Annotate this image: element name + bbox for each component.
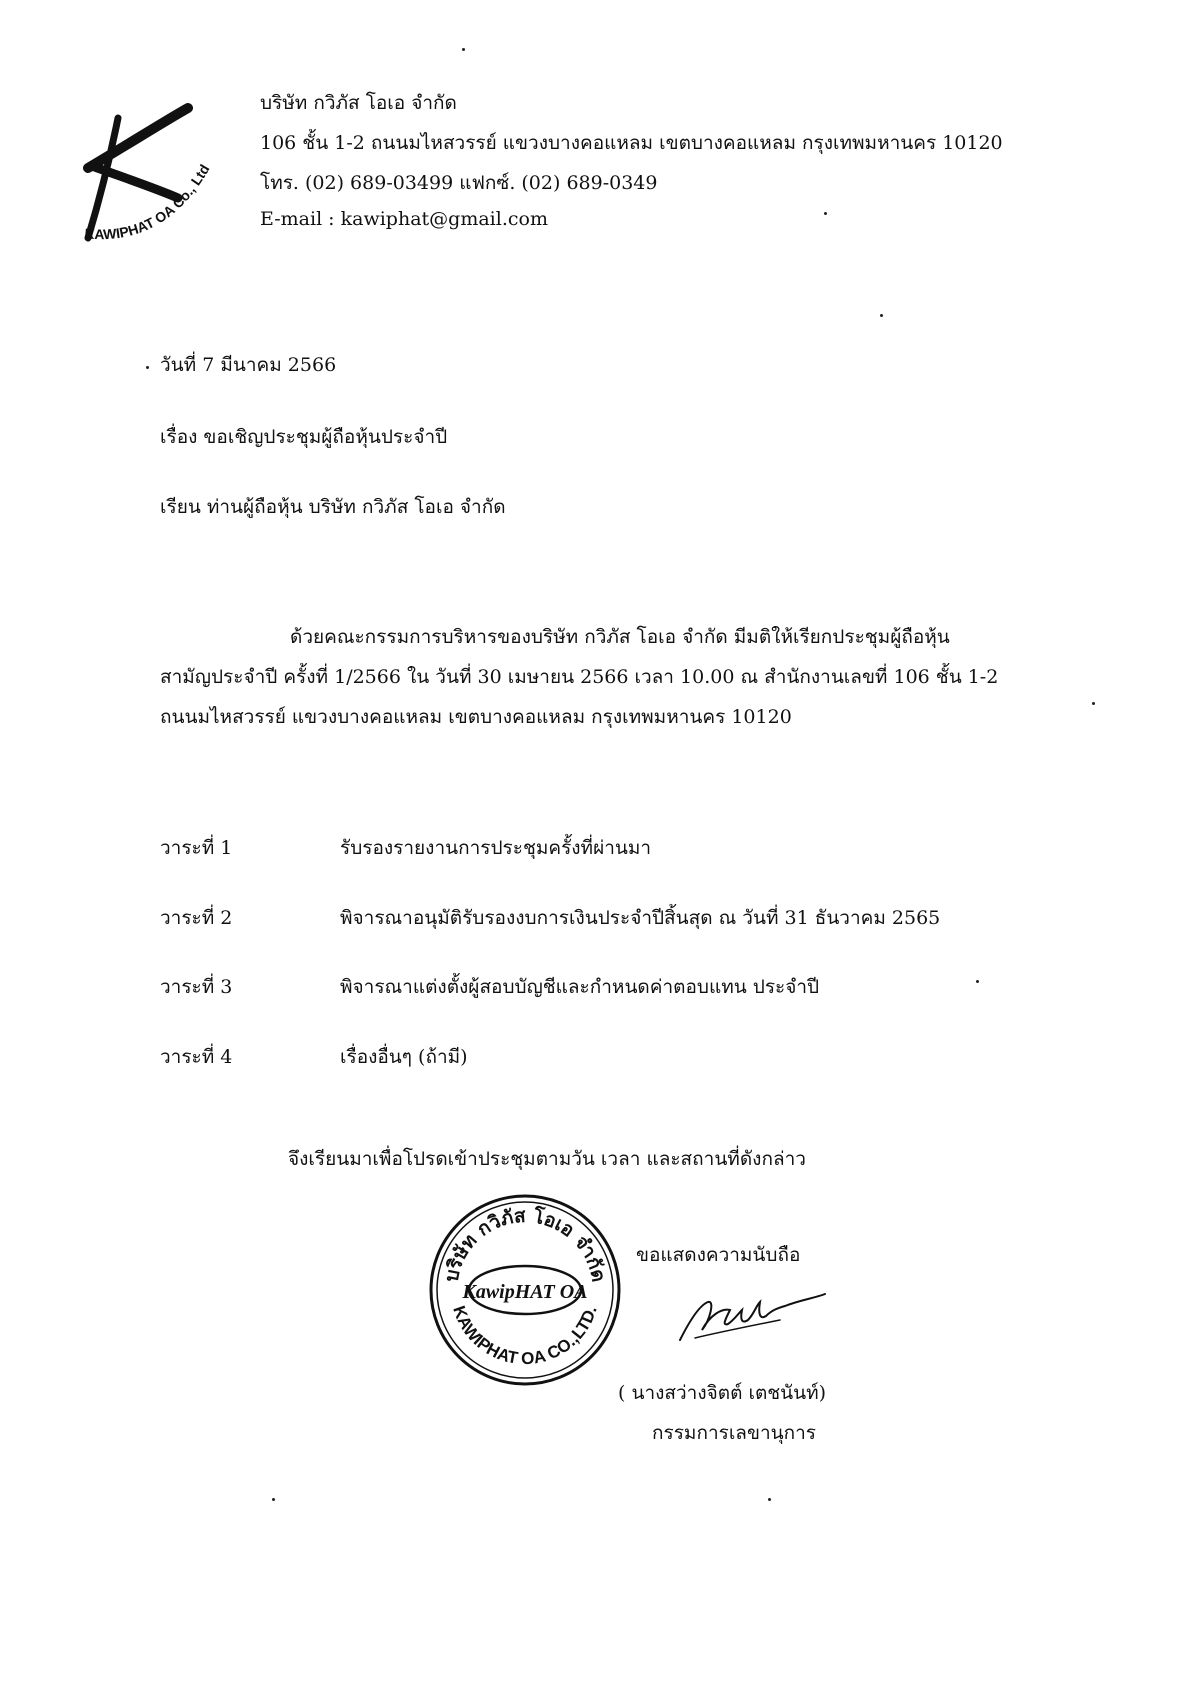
company-email: E-mail : kawiphat@gmail.com — [260, 208, 548, 230]
paragraph-line: ด้วยคณะกรรมการบริหารของบริษัท กวิภัส โอเอ จำกัด มีมติให้เรียกประชุมผู้ถือหุ้น — [290, 626, 950, 648]
scan-speck — [462, 48, 465, 51]
agenda-text: พิจารณาอนุมัติรับรองงบการเงินประจำปีสิ้นสุด ณ วันที่ 31 ธันวาคม 2565 — [340, 907, 941, 929]
letter-recipient: เรียน ท่านผู้ถือหุ้น บริษัท กวิภัส โอเอ จำกัด — [160, 496, 506, 518]
scan-speck — [1092, 702, 1095, 705]
company-logo — [70, 88, 230, 263]
agenda-text: รับรองรายงานการประชุมครั้งที่ผ่านมา — [340, 837, 652, 859]
scan-speck — [976, 980, 979, 983]
agenda-label: วาระที่ 4 — [160, 1046, 233, 1068]
paragraph-line: สามัญประจำปี ครั้งที่ 1/2566 ใน วันที่ 30 เมษายน 2566 เวลา 10.00 ณ สำนักงานเลขที่ 106 ชั้น 1-2 — [160, 666, 999, 688]
signature — [670, 1280, 830, 1350]
agenda-text: พิจารณาแต่งตั้งผู้สอบบัญชีและกำหนดค่าตอบแทน ประจำปี — [340, 976, 820, 998]
scan-speck — [272, 1498, 275, 1501]
complimentary-close: ขอแสดงความนับถือ — [636, 1244, 801, 1266]
company-phone-fax: โทร. (02) 689-03499 แฟกซ์. (02) 689-0349 — [260, 172, 658, 194]
company-address: 106 ชั้น 1-2 ถนนมไหสวรรย์ แขวงบางคอแหลม เขตบางคอแหลม กรุงเทพมหานคร 10120 — [260, 132, 1003, 154]
scan-speck — [146, 366, 149, 369]
agenda-label: วาระที่ 3 — [160, 976, 233, 998]
agenda-label: วาระที่ 1 — [160, 837, 233, 859]
stamp-top-text: บริษัท กวิภัส โอเอ จำกัด — [440, 1204, 610, 1284]
stamp-bottom-text: KAWIPHAT OA CO.,LTD. — [449, 1303, 601, 1369]
closing-line: จึงเรียนมาเพื่อโปรดเข้าประชุมตามวัน เวลา และสถานที่ดังกล่าว — [288, 1148, 806, 1170]
letter-subject: เรื่อง ขอเชิญประชุมผู้ถือหุ้นประจำปี — [160, 426, 448, 448]
scan-speck — [824, 212, 827, 215]
agenda-text: เรื่องอื่นๆ (ถ้ามี) — [340, 1046, 468, 1068]
scan-speck — [768, 1498, 771, 1501]
stamp-center-text: KawipHAT OA — [462, 1281, 588, 1303]
scan-speck — [880, 314, 883, 317]
agenda-label: วาระที่ 2 — [160, 907, 233, 929]
logo-text: KAWIPHAT OA Co., Ltd — [83, 161, 213, 243]
signatory-name: ( นางสว่างจิตต์ เตชนันท์) — [618, 1382, 827, 1404]
company-name: บริษัท กวิภัส โอเอ จำกัด — [260, 92, 457, 114]
company-stamp — [425, 1190, 625, 1390]
signatory-title: กรรมการเลขานุการ — [652, 1422, 816, 1444]
paragraph-line: ถนนมไหสวรรย์ แขวงบางคอแหลม เขตบางคอแหลม กรุงเทพมหานคร 10120 — [160, 706, 792, 728]
letter-date: วันที่ 7 มีนาคม 2566 — [160, 354, 337, 376]
